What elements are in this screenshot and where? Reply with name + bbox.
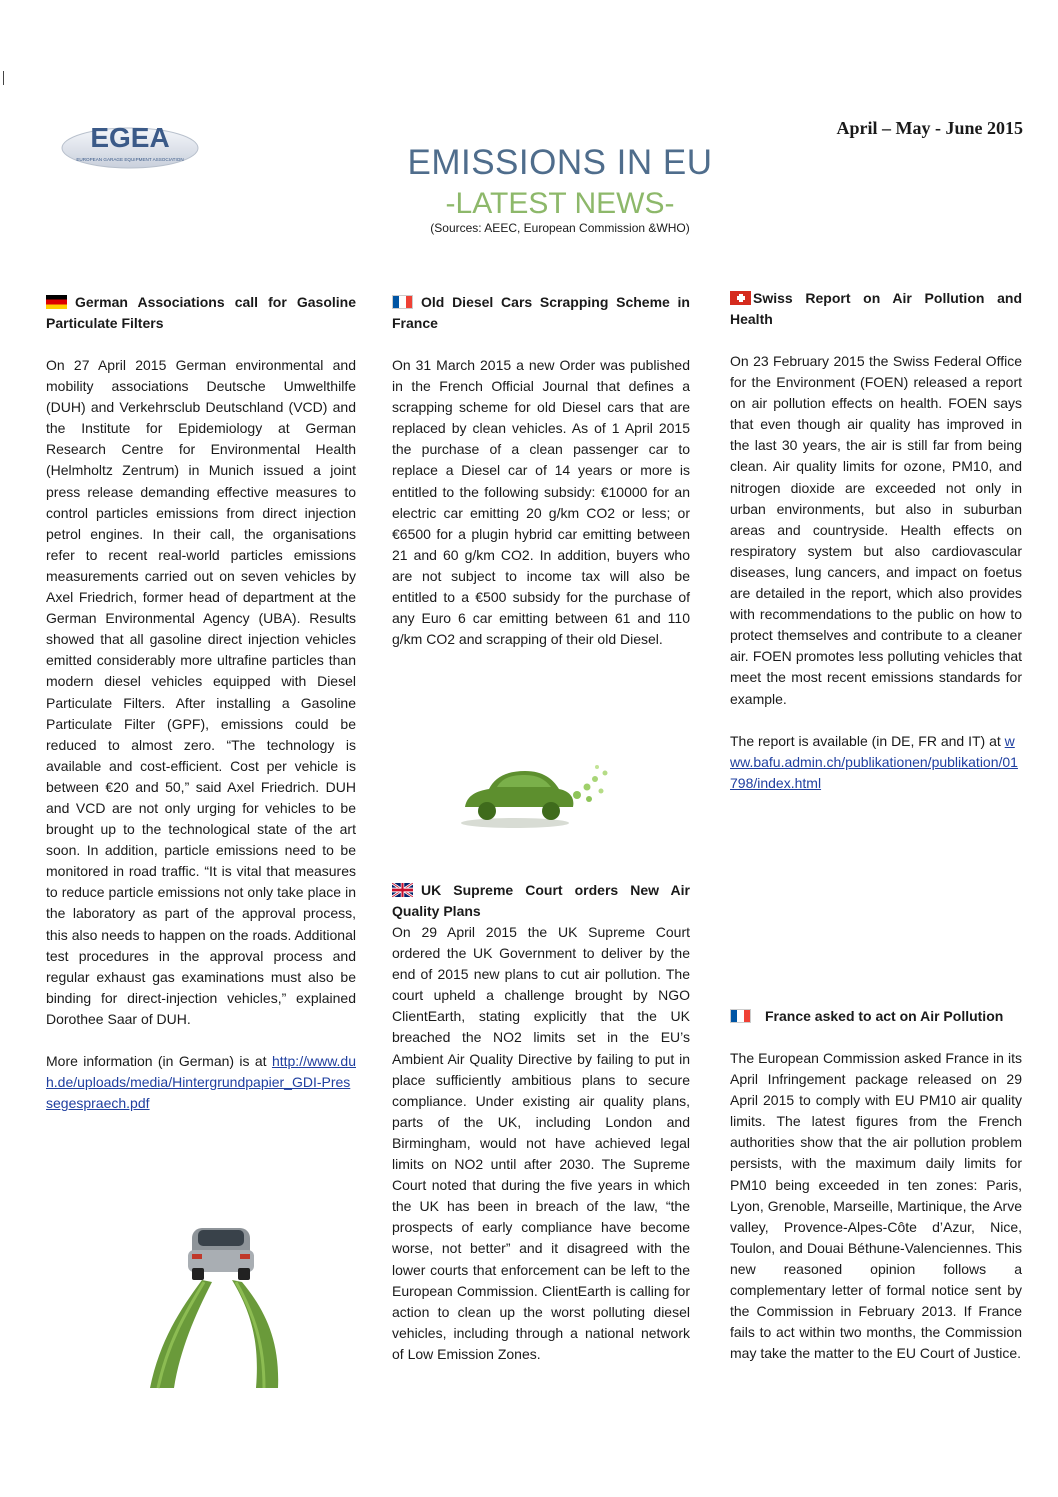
article-uk <box>392 880 690 1365</box>
article-title: UK Supreme Court orders New Air Quality Plans <box>392 882 690 919</box>
article-body: On 29 April 2015 the UK Supreme Court ordered the UK Government to deliver by the end of 2015 new plans to cut air pollution. The court upheld a challenge brought by NGO ClientEarth, stating explicitly that the UK breached the NO2 limits set in the EU’s Ambient Air Quality Directive by failing to put in place sufficiently ambitious plans to secure compliance. Under existing air quality plans, parts of the UK, including London and Birmingham, would not have achieved legal limits on NO2 until after 2030. The Supreme Court noted that during the five years in which the UK has been in breach of the law, “the prospects of early compliance have become worse, not better” and it disagreed with the lower courts that enforcement can be left to the European Commission. ClientEarth is calling for action to clean up the worst polluting diesel vehicles, including through a national network of Low Emission Zones. <box>392 924 690 1362</box>
duh-link[interactable]: http://www.duh.de/uploads/media/Hintergrundpapier_GDI-Pressegespraech.pdf <box>46 1053 356 1112</box>
page-subtitle: -LATEST NEWS- <box>445 187 675 220</box>
flag-uk-icon <box>392 883 413 897</box>
flag-france-icon <box>730 1009 751 1023</box>
article-title: France asked to act on Air Pollution <box>765 1008 1004 1024</box>
article-heading <box>730 288 1022 330</box>
article-swiss <box>730 288 1022 794</box>
page-title: EMISSIONS IN EU <box>407 143 713 182</box>
article-france-air <box>730 1006 1022 1364</box>
article-title: German Associations call for Gasoline Particulate Filters <box>46 294 356 331</box>
article-body: On 23 February 2015 the Swiss Federal Office for the Environment (FOEN) released a report on air pollution effects on health. FOEN says that even though air quality has improved in the last 30 years, the air is still far from being clean. Air quality limits for ozone, PM10, and nitrogen dioxide are exceeded not only in urban environments, but also in suburban areas and countryside. Health effects on respiratory system but also cardiovascular diseases, lung cancers, and impact on foetus are detailed in the report, which also provides with recommendations to the public on how to protect themselves and contribute to a cleaner air. FOEN promotes less polluting vehicles that meet the most recent emissions standards for example. <box>730 353 1022 707</box>
flag-switzerland-icon <box>730 291 751 305</box>
article-france-diesel <box>392 292 690 650</box>
sources-note: (Sources: AEEC, European Commission &WHO) <box>430 221 690 235</box>
logo-tagline: EUROPEAN GARAGE EQUIPMENT ASSOCIATION <box>76 157 184 162</box>
article-heading <box>46 292 356 334</box>
article-germany <box>46 292 356 1114</box>
article-body: On 27 April 2015 German environmental and mobility associations Deutsche Umwelthilfe (DUH) and Verkehrsclub Deutschland (VCD) and the Institute for Epidemiology at German Research Centre for Environmental Health (Helmholtz Zentrum) in Munich issued a joint press release demanding effective measures to control particles emissions from direct injection petrol engines. In their call, the organisations refer to recent real-world particles emissions measurements carried out on seven vehicles by Axel Friedrich, former head of department at the German Environmental Agency (UBA). Results showed that all gasoline direct injection vehicles emitted considerably more ultrafine particles than modern diesel vehicles equipped with Diesel Particulate Filters. After installing a Gasoline Particulate Filter (GPF), emissions could be reduced to almost zero. “The technology is available and cost-efficient. Cost per vehicle is between €20 and 50,” said Axel Friedrich. DUH and VCD are not only urging for vehicles to be brought up to the technological state of the art soon. In addition, particle emissions need to be monitored in road traffic. “It is vital that measures to reduce particle emissions not only take place in the laboratory as part of the approval process, this also needs to happen on the roads. Additional test procedures in the approval process and regular exhaust gas examinations must also be binding for direct-injection vehicles,” explained Dorothee Saar of DUH. <box>46 357 356 1027</box>
logo-text: EGEA <box>90 122 170 153</box>
car-on-grass-tracks-image <box>140 1210 300 1390</box>
bafu-link[interactable]: www.bafu.admin.ch/publikationen/publikation/01798/index.html <box>730 732 1018 791</box>
more-info-label: The report is available (in DE, FR and IT) at <box>730 732 1001 749</box>
article-heading <box>730 1006 1022 1027</box>
more-info-label: More information (in German) is at <box>46 1053 267 1069</box>
green-grass-car-image <box>455 755 615 830</box>
issue-date: April – May - June 2015 <box>836 118 1023 138</box>
egea-logo <box>60 112 200 170</box>
page-edge-mark <box>3 71 4 85</box>
article-heading <box>392 292 690 334</box>
article-body: On 31 March 2015 a new Order was published in the French Official Journal that defines a scrapping scheme for old Diesel cars that are replaced by clean vehicles. As of 1 April 2015 the purchase of a clean passenger car to replace a Diesel car of 14 years or more is entitled to the following subsidy: €10000 for an electric car emitting 20 g/km CO2 or less; or €6500 for a plugin hybrid car emitting between 21 and 60 g/km CO2. In addition, buyers who are not subject to income tax will also be entitled to a €500 subsidy for the purchase of any Euro 6 car emitting between 61 and 110 g/km CO2 and scrapping of their old Diesel. <box>392 357 690 648</box>
flag-germany-icon <box>46 295 67 309</box>
article-title: Swiss Report on Air Pollution and Health <box>730 290 1022 327</box>
flag-france-icon <box>392 295 413 309</box>
article-heading <box>392 880 690 922</box>
article-body: The European Commission asked France in its April Infringement package released on 29 April 2015 to comply with EU PM10 air quality limits. The latest figures from the French authorities show that the air pollution problem persists, with the maximum daily limits for PM10 being exceeded in ten zones: Paris, Lyon, Grenoble, Marseille, Martinique, the Arve valley, Provence-Alpes-Côte d’Azur, Nice, Toulon, and Douai Béthune-Valenciennes. This new reasoned opinion follows a complementary letter of formal notice sent by the Commission in February 2013. If France fails to act within two months, the Commission may take the matter to the EU Court of Justice. <box>730 1050 1022 1362</box>
article-title: Old Diesel Cars Scrapping Scheme in France <box>392 294 690 331</box>
